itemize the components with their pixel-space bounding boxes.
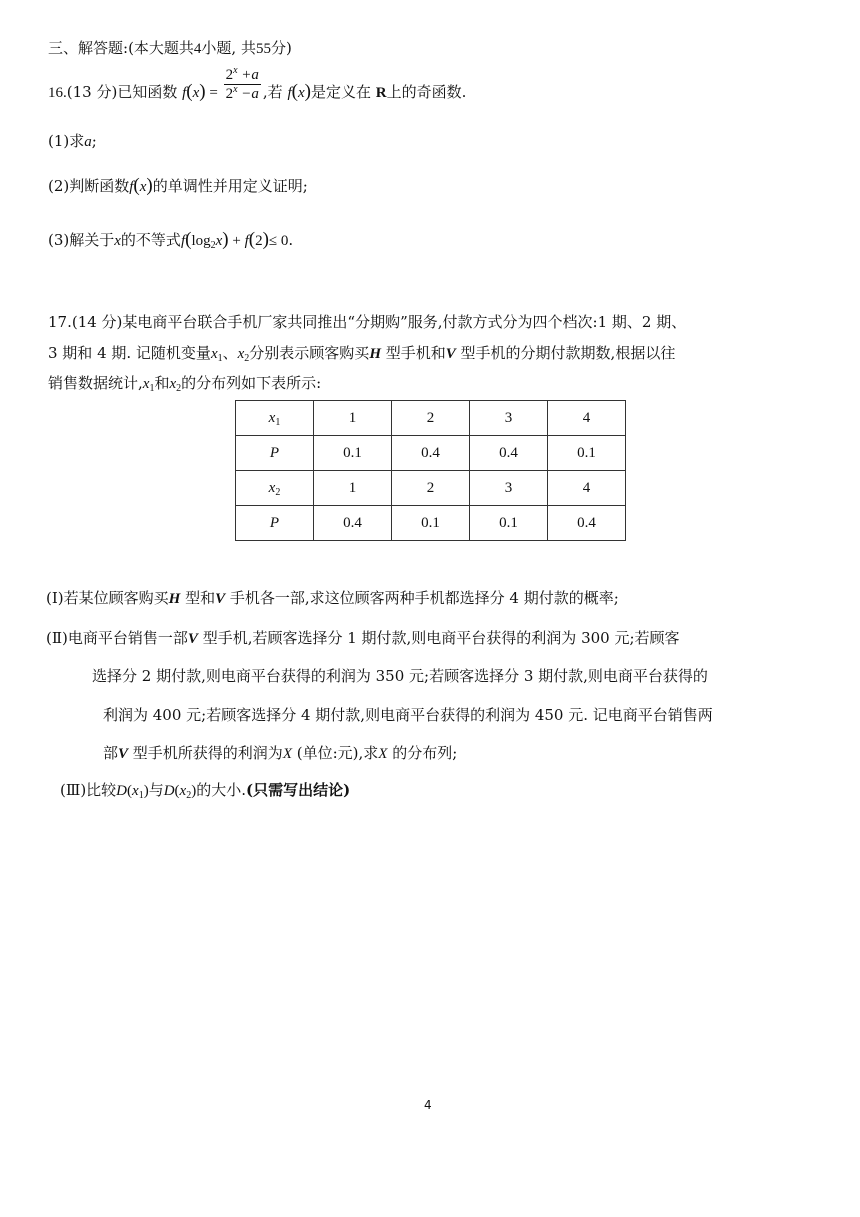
q16-stem: 16.(13 分)已知函数 f(x) = $\frac{2^x +a}{2^x -a}$ ,若 f(x)是定义在 R上的奇函数. xyxy=(48,64,467,102)
table-cell: 0.1 xyxy=(548,436,626,471)
section-header: 三、解答题:(本大题共4小题, 共55分) xyxy=(48,39,292,57)
table-row-p1 xyxy=(236,436,626,471)
row-header-x1: $x_1$ xyxy=(236,401,314,436)
q16-part3: (3)解关于x的不等式$f(\log_2x) + f(2)\le 0$. xyxy=(48,229,294,251)
table-cell: 0.1 xyxy=(314,436,392,471)
q17-part2-line4: 部V 型手机所获得的利润为X (单位:元),求X 的分布列; xyxy=(103,744,458,762)
q17-stem-line2: 3 期和 4 期. 记随机变量$x_1$、$x_2$分别表示顾客购买H 型手机和V 型手机的分期付款期数,根据以往 xyxy=(48,344,676,364)
table-cell: 0.4 xyxy=(314,506,392,541)
table-row-p2 xyxy=(236,506,626,541)
q17-part2-line1: (Ⅱ)电商平台销售一部V 型手机,若顾客选择分 1 期付款,则电商平台获得的利润为 300 元;若顾客 xyxy=(46,629,680,647)
q16-part2: (2)判断函数f(x)的单调性并用定义证明; xyxy=(48,175,308,196)
distribution-table xyxy=(235,400,626,541)
table-cell: 0.4 xyxy=(548,506,626,541)
row-header-p: P xyxy=(236,436,314,471)
row-header-p: P xyxy=(236,506,314,541)
table-cell: 0.1 xyxy=(470,506,548,541)
table-cell: 4 xyxy=(548,401,626,436)
table-row-x1 xyxy=(236,401,626,436)
row-header-x2: $x_2$ xyxy=(236,471,314,506)
table-cell: 1 xyxy=(314,471,392,506)
table-cell: 4 xyxy=(548,471,626,506)
q17-part3: (Ⅲ)比较$D(x_1)$与$D(x_2)$的大小.(只需写出结论) xyxy=(60,781,351,801)
page-number: 4 xyxy=(424,1098,432,1112)
q16-part1: (1)求a; xyxy=(48,132,97,150)
table-cell: 1 xyxy=(314,401,392,436)
table-cell: 2 xyxy=(392,401,470,436)
q17-stem-line1: 17.(14 分)某电商平台联合手机厂家共同推出“分期购”服务,付款方式分为四个档次:1 期、2 期、 xyxy=(48,313,687,331)
table-cell: 2 xyxy=(392,471,470,506)
table-cell: 3 xyxy=(470,471,548,506)
q17-part2-line2: 选择分 2 期付款,则电商平台获得的利润为 350 元;若顾客选择分 3 期付款,则电商平台获得的 xyxy=(92,667,708,685)
table-cell: 0.1 xyxy=(392,506,470,541)
table-row-x2 xyxy=(236,471,626,506)
table-cell: 3 xyxy=(470,401,548,436)
q16-function-fraction: $\frac{2^x +a}{2^x -a}$ xyxy=(225,64,259,102)
q17-part1: (Ⅰ)若某位顾客购买H 型和V 手机各一部,求这位顾客两种手机都选择分 4 期付款的概率; xyxy=(46,589,619,607)
q17-part2-line3: 利润为 400 元;若顾客选择分 4 期付款,则电商平台获得的利润为 450 元. 记电商平台销售两 xyxy=(103,706,713,724)
table-cell: 0.4 xyxy=(392,436,470,471)
q17-stem-line3: 销售数据统计$,x_1$和$x_2$的分布列如下表所示: xyxy=(48,374,322,394)
table-cell: 0.4 xyxy=(470,436,548,471)
